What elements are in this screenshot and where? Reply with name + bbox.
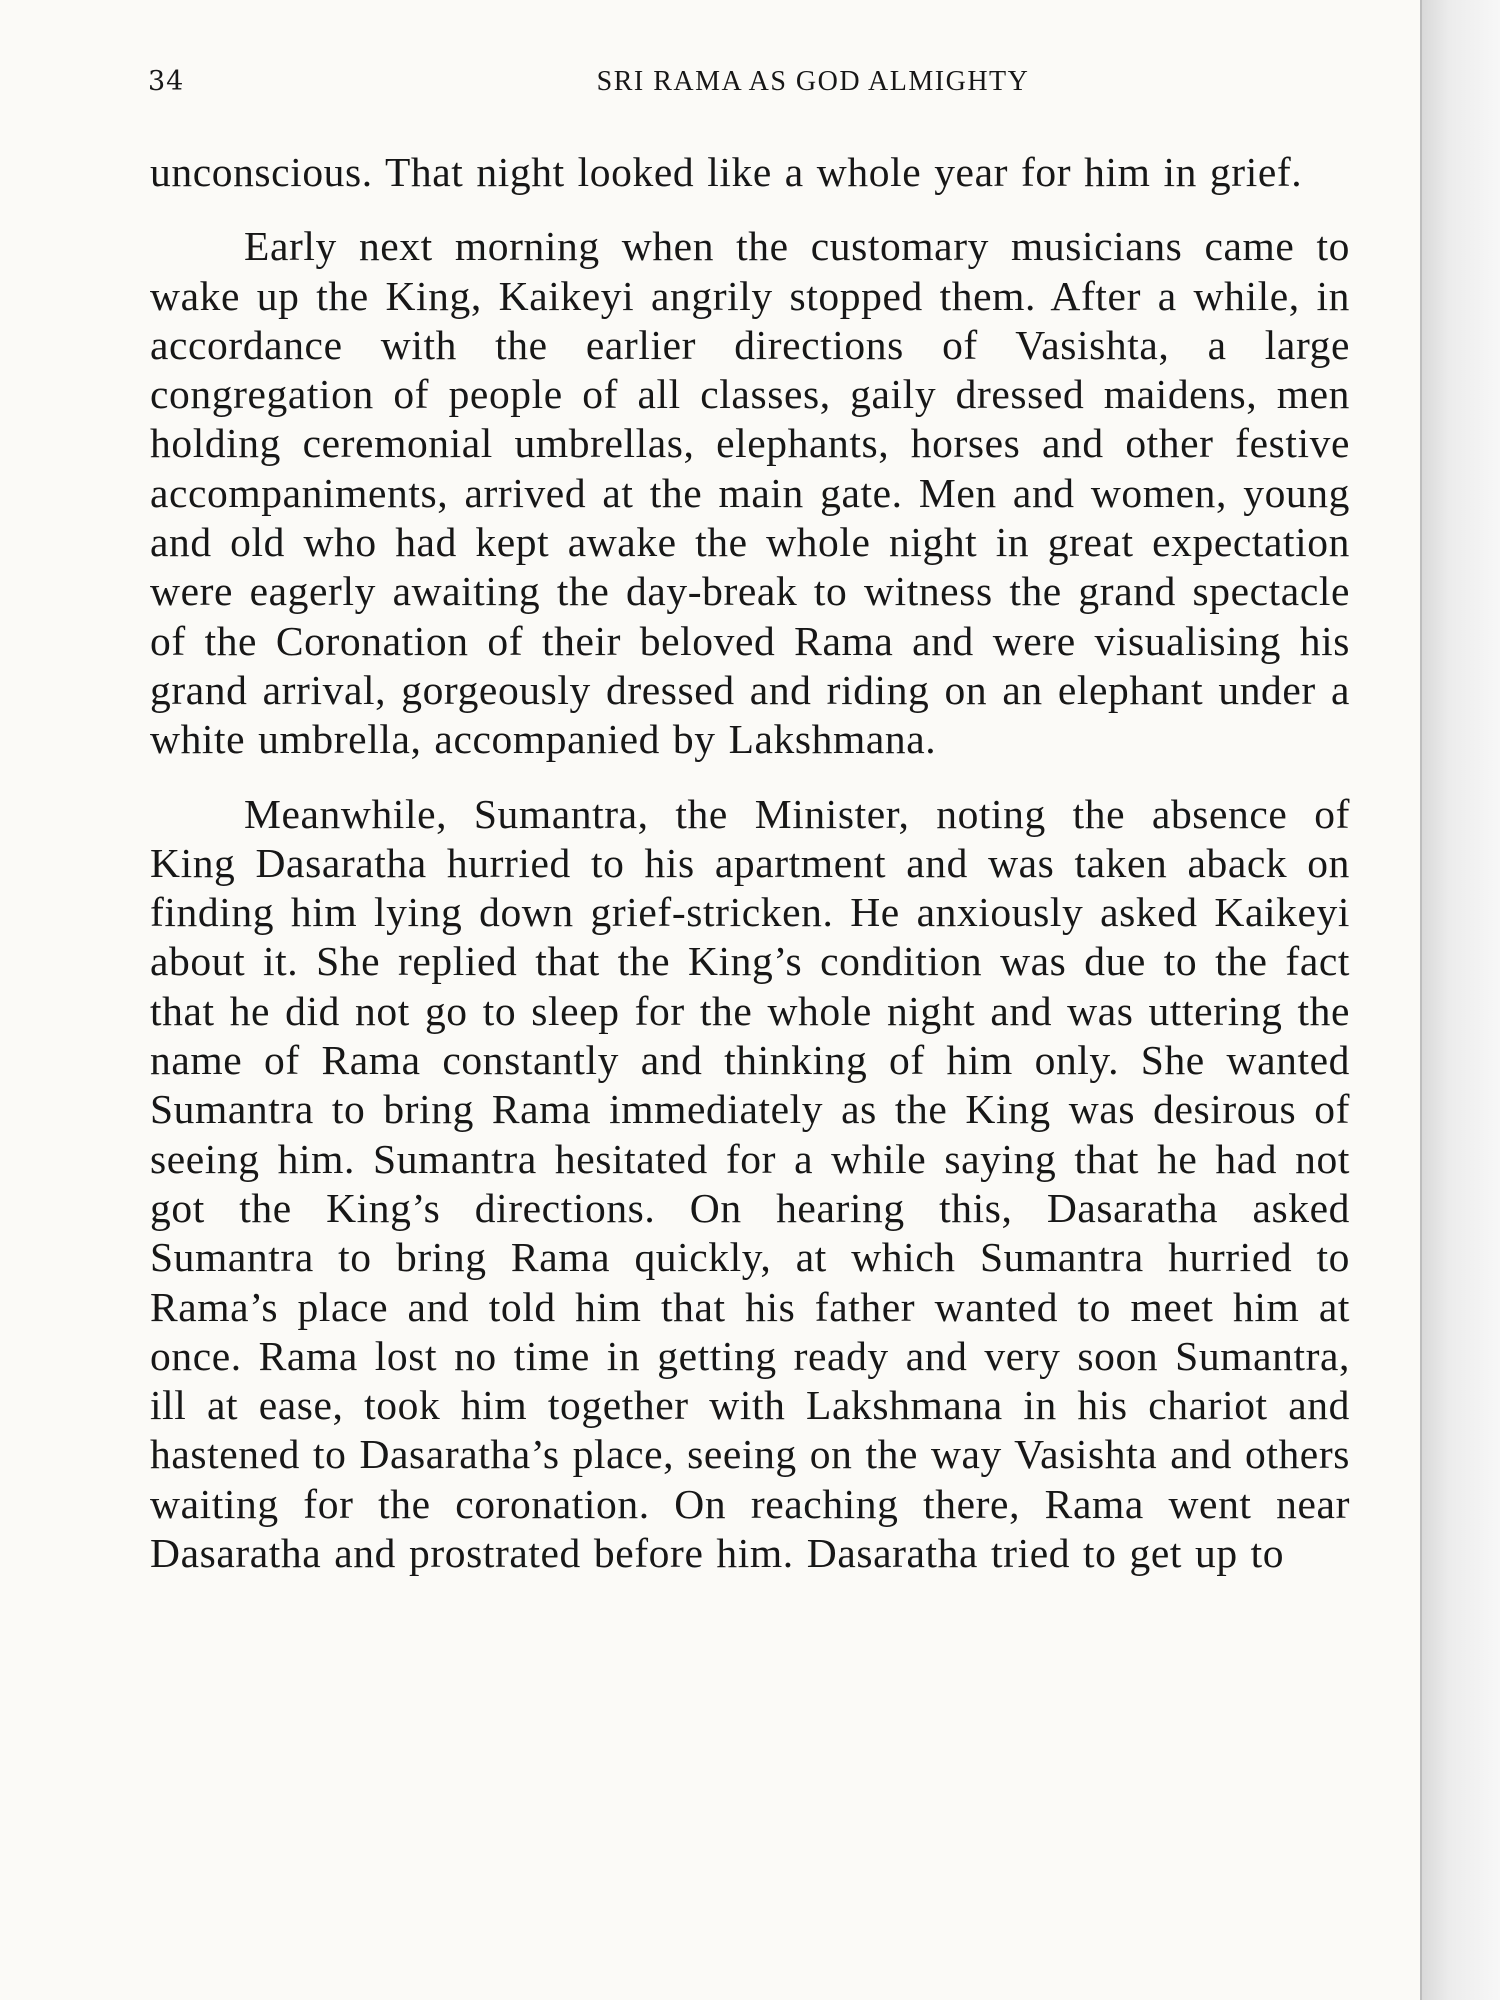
running-title: SRI RAMA AS GOD ALMIGHTY (596, 66, 1030, 97)
body-text (150, 148, 1350, 1578)
page-header (148, 66, 1358, 106)
page-edge-shadow (1422, 0, 1500, 2000)
paragraph-sumantra: Meanwhile, Sumantra, the Minister, noting the absence of King Dasaratha hurried to his apartment and was taken aback on finding him lying down grief-stricken. He anxiously asked Kaikeyi about it. She replied that the King’s condition was due to the fact that he did not go to sleep for the whole night and was uttering the name of Rama constantly and thinking of him only. She wanted Sumantra to bring Rama immediately as the King was desirous of seeing him. Sumantra hesitated for a while saying that he had not got the King’s directions. On hearing this, Dasaratha asked Sumantra to bring Rama quickly, at which Sumantra hurried to Rama’s place and told him that his father wanted to meet him at once. Rama lost no time in getting ready and very soon Sumantra, ill at ease, took him together with Lakshmana in his chariot and hastened to Dasaratha’s place, seeing on the way Vasishta and others waiting for the coronation. On reaching there, Rama went near Dasaratha and prostrated before him. Dasaratha tried to get up to (150, 790, 1350, 1577)
paragraph-coronation-morning: Early next morning when the customary musicians came to wake up the King, Kaikeyi angrily stopped them. After a while, in accordance with the earlier directions of Vasishta, a large congregation of people of all classes, gaily dressed maidens, men holding ceremonial umbrellas, elephants, horses and other festive accompaniments, arrived at the main gate. Men and women, young and old who had kept awake the whole night in great expectation were eagerly awaiting the day-break to witness the grand spectacle of the Coronation of their beloved Rama and were visualising his grand arrival, gorgeously dressed and riding on an elephant under a white umbrella, accompanied by Lakshmana. (150, 223, 1350, 763)
page-number: 34 (148, 66, 185, 97)
paragraph-continuation: unconscious. That night looked like a whole year for him in grief. (150, 149, 1303, 195)
